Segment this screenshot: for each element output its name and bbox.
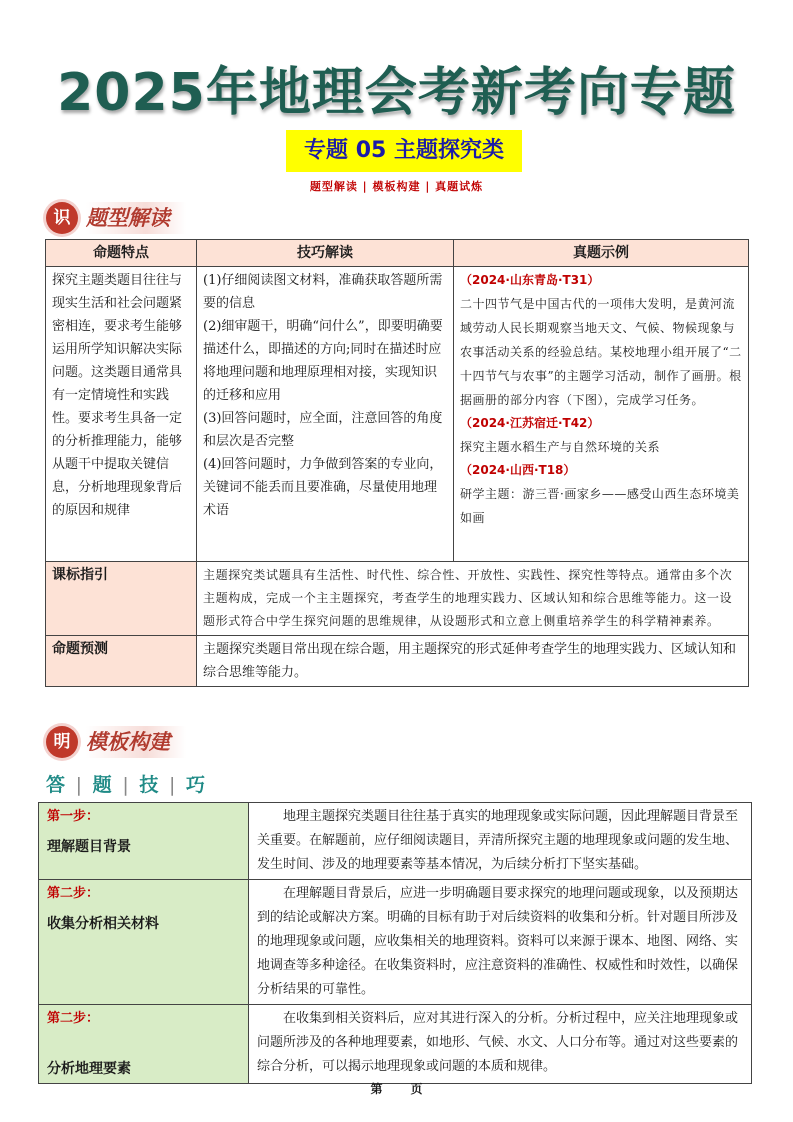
footer-right: 页 — [410, 1082, 423, 1096]
column-header: 真题示例 — [454, 240, 749, 267]
example-source: （2024·江苏宿迁·T42） — [460, 416, 600, 430]
step-number: 第二步： — [47, 1011, 100, 1026]
interpretation-table — [45, 239, 749, 687]
section-badge-icon: 识 — [46, 202, 78, 234]
step-cell — [39, 880, 249, 1005]
guide-text: 主题探究类试题具有生活性、时代性、综合性、开放性、实践性、探究性等特点。通常由多个次主题构成，完成一个主主题探究，考查学生的地理实践力、区域认知和综合思维等能力。这一设题形式符合中学生探究问题的思维规律，从设题形式和立意上侧重培养学生的科学精神素养。 — [197, 562, 749, 636]
section-badge-icon: 明 — [46, 726, 78, 758]
examples-cell — [454, 267, 749, 562]
predict-label: 命题预测 — [46, 636, 197, 687]
table-header-row — [46, 240, 749, 267]
column-header: 命题特点 — [46, 240, 197, 267]
table-row — [46, 267, 749, 562]
main-title: 2025年地理会考新考向专题 — [57, 63, 736, 123]
table-row — [46, 636, 749, 687]
step-name: 收集分析相关材料 — [47, 916, 159, 932]
step-cell — [39, 803, 249, 880]
step-description: 在收集到相关资料后，应对其进行深入的分析。分析过程中，应关注地理现象或问题所涉及的各种地理要素，如地形、气候、水文、人口分布等。通过对这些要素的综合分析，可以揭示地理现象或问题的本质和规律。 — [249, 1005, 752, 1084]
skills-heading: 答 | 题 | 技 | 巧 — [46, 774, 208, 796]
tagline: 题型解读 | 模板构建 | 真题试炼 — [309, 180, 484, 193]
section-title: 模板构建 — [86, 726, 186, 758]
footer-left: 第 — [370, 1082, 383, 1096]
skill-item: (4)回答问题时，力争做到答案的专业向，关键词不能丢而且要准确，尽量使用地理术语 — [203, 457, 443, 518]
example-text: 探究主题水稻生产与自然环境的关系 — [460, 440, 661, 454]
table-row — [39, 803, 752, 880]
example-text: 研学主题：游三晋·画家乡——感受山西生态环境美如画 — [460, 487, 740, 525]
example-source: （2024·山西·T18） — [460, 463, 576, 477]
table-row — [46, 562, 749, 636]
skill-item: (2)细审题干，明确“问什么”，即要明确要描述什么，即描述的方向;同时在描述时应将地理问题和地理原理相对接，实现知识的迁移和应用 — [203, 319, 443, 403]
column-header: 技巧解读 — [197, 240, 454, 267]
step-number: 第二步： — [47, 886, 100, 901]
step-name: 分析地理要素 — [47, 1061, 131, 1077]
guide-label: 课标指引 — [46, 562, 197, 636]
table-row — [39, 880, 752, 1005]
feature-cell: 探究主题类题目往往与现实生活和社会问题紧密相连，要求考生能够运用所学知识解决实际问题。这类题目通常具有一定情境性和实践性。要求考生具备一定的分析推理能力，能够从题干中提取关键信息，分析地理现象背后的原因和规律 — [46, 267, 197, 562]
page-footer — [0, 1080, 793, 1097]
skills-heading-char: 技 — [139, 774, 161, 796]
step-description: 地理主题探究类题目往往基于真实的地理现象或实际问题，因此理解题目背景至关重要。在解题前，应仔细阅读题目，弄清所探究主题的地理现象或问题的发生地、发生时间、涉及的地理要素等基本情况，为后续分析打下坚实基础。 — [249, 803, 752, 880]
step-number: 第一步： — [47, 809, 100, 824]
example-text: 二十四节气是中国古代的一项伟大发明，是黄河流域劳动人民长期观察当地天文、气候、物候现象与农事活动关系的经验总结。某校地理小组开展了“二十四节气与农事”的主题学习活动，制作了画册。根据画册的部分内容（下图），完成学习任务。 — [460, 297, 742, 407]
skills-heading-char: 答 — [46, 774, 68, 796]
predict-text: 主题探究类题目常出现在综合题，用主题探究的形式延伸考查学生的地理实践力、区域认知和综合思维等能力。 — [197, 636, 749, 687]
skills-cell — [197, 267, 454, 562]
skills-heading-char: 巧 — [186, 774, 208, 796]
topic-subtitle: 专题 05 主题探究类 — [286, 130, 522, 172]
example-source: （2024·山东青岛·T31） — [460, 273, 600, 287]
skills-heading-char: 题 — [92, 774, 114, 796]
step-name: 理解题目背景 — [47, 839, 131, 855]
step-description: 在理解题目背景后，应进一步明确题目要求探究的地理问题或现象，以及预期达到的结论或解决方案。明确的目标有助于对后续资料的收集和分析。针对题目所涉及的地理现象或问题，应收集相关的地理资料。资料可以来源于课本、地图、网络、实地调查等多种途径。在收集资料时，应注意资料的准确性、权威性和时效性，以确保分析结果的可靠性。 — [249, 880, 752, 1005]
section-title: 题型解读 — [86, 202, 186, 234]
table-row — [39, 1005, 752, 1084]
step-cell — [39, 1005, 249, 1084]
skill-item: (1)仔细阅读图文材料，准确获取答题所需要的信息 — [203, 273, 443, 311]
skill-item: (3)回答问题时，应全面，注意回答的角度和层次是否完整 — [203, 411, 443, 449]
steps-table — [38, 802, 752, 1084]
